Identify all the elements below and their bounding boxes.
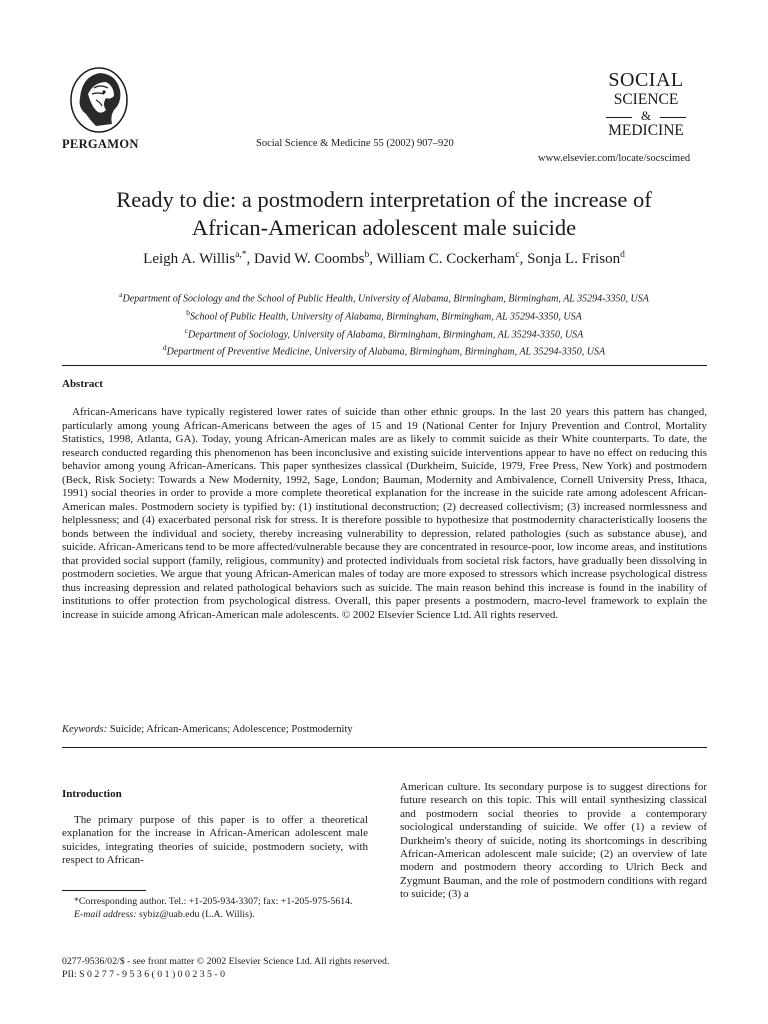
journal-masthead <box>598 70 694 138</box>
affiliation-item <box>30 324 738 342</box>
left-column <box>62 788 368 868</box>
keywords <box>62 724 353 735</box>
author-name: David W. Coombs <box>254 251 365 267</box>
affiliation-item <box>30 341 738 359</box>
affiliation-text: School of Public Health, University of Alabama, Birmingham, Birmingham, AL 35294-3350, USA <box>190 311 582 323</box>
affiliation-text: Department of Preventive Medicine, University of Alabama, Birmingham, Birmingham, AL 35294-3350, USA <box>166 346 606 358</box>
affiliation-marker: d <box>162 343 167 353</box>
title-line-2: African-American adolescent male suicide <box>191 215 577 240</box>
masthead-line-3: MEDICINE <box>608 121 684 139</box>
email-note <box>62 909 368 922</box>
divider-bottom <box>62 747 707 748</box>
affiliation-marker: a <box>119 290 123 299</box>
footnote-rule <box>62 890 146 891</box>
introduction-paragraph-right: American culture. Its secondary purpose is to suggest directions for future research on this topic. This will entail synthesizing classical and postmodern social theories to provide a contemporary sociological understanding of suicide. We offer (1) a review of Durkheim's theory of suicide, noting its shortcomings in describing African-American adolescent male suicide; (2) an overview of late modern and postmodern theory according to Ulrich Beck and Zygmunt Bauman, and the role of postmodern conditions with regard to suicide; (3) a <box>400 781 707 901</box>
author-name: Leigh A. Willis <box>143 251 236 267</box>
masthead-ampersand: & <box>598 109 694 122</box>
author-separator: , <box>369 251 377 267</box>
copyright-block <box>62 956 389 981</box>
author-affiliation-marker: a,* <box>235 250 247 260</box>
email-value[interactable]: sybiz@uab.edu (L.A. Willis). <box>138 908 255 920</box>
introduction-paragraph-left: The primary purpose of this paper is to offer a theoretical explanation for the increase in African-American adolescent male suicides, integrating theories of suicide, postmodern society, with respect to African- <box>62 814 368 867</box>
masthead-line-2: SCIENCE <box>613 91 679 108</box>
affiliation-text: Department of Sociology and the School of Public Health, University of Alabama, Birmingham, Birmingham, AL 35294-3350, USA <box>122 293 649 305</box>
journal-citation: Social Science & Medicine 55 (2002) 907–920 <box>256 138 454 149</box>
title-line-1: Ready to die: a postmodern interpretation of the increase of <box>116 187 652 212</box>
affiliation-text: Department of Sociology, University of Alabama, Birmingham, Birmingham, AL 35294-3350, USA <box>188 328 584 340</box>
masthead-line-1: SOCIAL <box>608 69 684 91</box>
publisher-logo <box>66 64 132 136</box>
journal-url[interactable]: www.elsevier.com/locate/socscimed <box>538 153 691 164</box>
footnote <box>62 896 368 921</box>
abstract-heading: Abstract <box>62 378 103 390</box>
affiliation-marker: b <box>186 307 191 317</box>
affiliation-marker: c <box>184 325 189 335</box>
divider-top <box>62 365 707 366</box>
section-heading-introduction: Introduction <box>62 788 122 800</box>
author-name: William C. Cockerham <box>376 251 516 267</box>
email-label: E-mail address: <box>74 908 137 920</box>
keywords-label: Keywords: <box>62 724 108 735</box>
author-name: Sonja L. Frison <box>527 251 621 267</box>
author-separator: , <box>246 251 255 267</box>
affiliation-list <box>30 288 738 359</box>
affiliation-item <box>30 288 738 306</box>
keywords-text: Suicide; African-Americans; Adolescence; Postmodernity <box>109 724 353 735</box>
pii-line: PII: S 0 2 7 7 - 9 5 3 6 ( 0 1 ) 0 0 2 3 5 - 0 <box>62 968 226 980</box>
author-affiliation-marker: b <box>364 250 370 260</box>
right-column <box>400 781 707 902</box>
author-affiliation-marker: d <box>620 250 625 260</box>
copyright-line: 0277-9536/02/$ - see front matter © 2002 Elsevier Science Ltd. All rights reserved. <box>62 956 390 967</box>
author-separator: , <box>519 251 528 267</box>
affiliation-item <box>30 306 738 324</box>
author-affiliation-marker: c <box>515 250 520 260</box>
pergamon-head-icon <box>66 64 132 136</box>
article-title <box>30 186 738 242</box>
author-list <box>30 250 738 268</box>
abstract-text: African-Americans have typically registered lower rates of suicide than other ethnic groups. In the last 20 years this pattern has changed, particularly among young African-Americans between the ages of 15 and 19 (National Center for Injury Prevention and Control, Mortality Statistics, 1998, Atlanta, GA). Today, young African-American males are as likely to commit suicide as their White counterparts. To date, the research conducted regarding this phenomenon has been inconclusive and existing suicide interventions appear to have no effect on reducing this behavior among young African-Americans. This paper synthesizes classical (Durkheim, Suicide, 1979, Free Press, New York) and postmodern (Beck, Risk Society: Towards a New Modernity, 1992, Sage, London; Bauman, Modernity and Ambivalence, Cornell University Press, Ithaca, 1991) social theories in order to provide a more complete theoretical explanation for the increase in the suicide rate among adolescent African-American males. Postmodern society is typified by: (1) institutional deconstruction; (2) decreased collectivism; (3) increased normlessness and helplessness; and (4) exacerbated personal risk for stress. It is therefore possible to hypothesize that postmodernity characteristically loosens the bonds between the individual and society, thereby increasing vulnerability to depression, related pathologies (such as substance abuse), and suicide. African-Americans tend to be more affected/vulnerable because they are concentrated in resource-poor, low income areas, and institutions that provided social support (family, religious, community) and protected individuals from societal risk factors, have gradually been dissolving in postmodern societies. We argue that young African-American males of today are more exposed to stressors which increase psychological distress thus increasing depression and related pathological behaviors such as suicide. The main reason behind this increase is found in the inability of institutions to offer protection from psychological distress. Overall, this paper presents a postmodern, macro-level framework to explain the increase in suicide among African-American male adolescents. © 2002 Elsevier Science Ltd. All rights reserved. <box>62 406 707 621</box>
corresponding-author-note: *Corresponding author. Tel.: +1-205-934-3307; fax: +1-205-975-5614. <box>74 896 353 907</box>
publisher-name: PERGAMON <box>62 137 139 151</box>
